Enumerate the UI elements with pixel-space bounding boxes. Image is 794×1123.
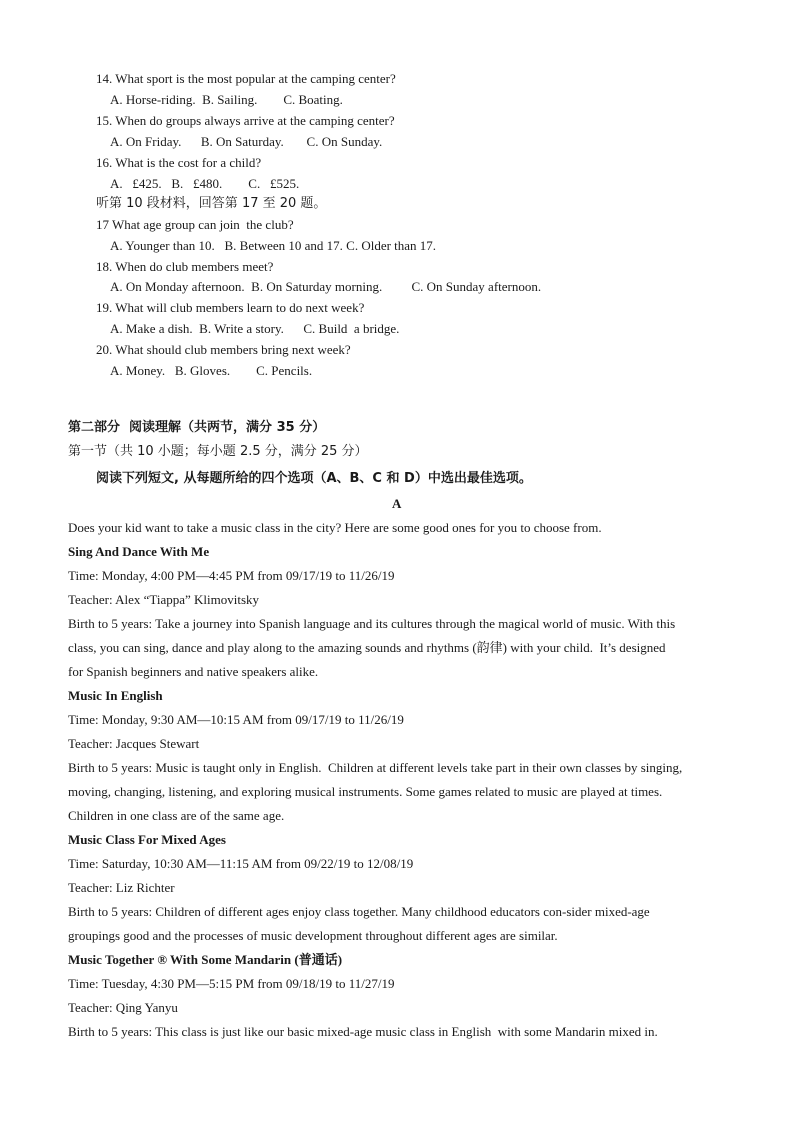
class-1-time: Time: Monday, 4:00 PM—4:45 PM from 09/17/19 to 11/26/19: [68, 568, 395, 583]
class-3-title: Music Class For Mixed Ages: [68, 832, 226, 847]
question-14-options: A. Horse-riding. B. Sailing. C. Boating.: [110, 92, 343, 107]
question-18-options: A. On Monday afternoon. B. On Saturday morning. C. On Sunday afternoon.: [110, 279, 542, 294]
class-1-description-line-2: class, you can sing, dance and play along to the amazing sounds and rhythms (韵律) with your child. It’s designed: [68, 640, 666, 655]
class-2-title: Music In English: [68, 688, 163, 703]
class-3-time: Time: Saturday, 10:30 AM—11:15 AM from 09/22/19 to 12/08/19: [68, 856, 414, 871]
class-1-description-line-1: Birth to 5 years: Take a journey into Spanish language and its cultures through the magical world of music. With this: [68, 616, 676, 631]
section-1-heading: 第一节（共 10 小题；每小题 2.5 分，满分 25 分）: [68, 444, 368, 459]
class-3-description-line-1: Birth to 5 years: Children of different ages enjoy class together. Many childhood educators con-sider mixed-age: [68, 904, 650, 919]
class-4-title: Music Together ® With Some Mandarin (普通话): [68, 952, 343, 967]
class-1-description-line-3: for Spanish beginners and native speakers alike.: [68, 664, 319, 679]
question-19-options: A. Make a dish. B. Write a story. C. Build a bridge.: [110, 321, 400, 336]
question-16-options: A. £425. B. £480. C. £525.: [110, 176, 300, 191]
question-20: 20. What should club members bring next week?: [96, 342, 351, 357]
passage-intro: Does your kid want to take a music class in the city? Here are some good ones for you to choose from.: [68, 520, 602, 535]
reading-instruction: 阅读下列短文, 从每题所给的四个选项（A、B、C 和 D）中选出最佳选项。: [96, 471, 532, 486]
class-1-title: Sing And Dance With Me: [68, 544, 210, 559]
question-19: 19. What will club members learn to do next week?: [96, 300, 365, 315]
class-4-teacher: Teacher: Qing Yanyu: [68, 1000, 178, 1015]
class-4-time: Time: Tuesday, 4:30 PM—5:15 PM from 09/18/19 to 11/27/19: [68, 976, 395, 991]
passage-label: A: [392, 496, 402, 511]
class-1-teacher: Teacher: Alex “Tiappa” Klimovitsky: [68, 592, 260, 607]
part-2-heading: 第二部分 阅读理解（共两节，满分 35 分）: [68, 420, 326, 435]
question-20-options: A. Money. B. Gloves. C. Pencils.: [110, 363, 313, 378]
question-17: 17 What age group can join the club?: [96, 217, 294, 232]
class-3-teacher: Teacher: Liz Richter: [68, 880, 175, 895]
class-3-description-line-2: groupings good and the processes of music development throughout different ages are similar.: [68, 928, 558, 943]
question-15: 15. When do groups always arrive at the camping center?: [96, 113, 395, 128]
class-2-description-line-3: Children in one class are of the same age.: [68, 808, 285, 823]
class-2-time: Time: Monday, 9:30 AM—10:15 AM from 09/17/19 to 11/26/19: [68, 712, 404, 727]
question-17-options: A. Younger than 10. B. Between 10 and 17. C. Older than 17.: [110, 238, 437, 253]
class-2-description-line-1: Birth to 5 years: Music is taught only in English. Children at different levels take part in their own classes by singing,: [68, 760, 683, 775]
question-15-options: A. On Friday. B. On Saturday. C. On Sunday.: [110, 134, 383, 149]
question-16: 16. What is the cost for a child?: [96, 155, 262, 170]
question-18: 18. When do club members meet?: [96, 259, 274, 274]
section-10-instruction: 听第 10 段材料，回答第 17 至 20 题。: [96, 196, 327, 211]
class-2-description-line-2: moving, changing, listening, and exploring musical instruments. Some games related to music are played at times.: [68, 784, 663, 799]
class-4-description-line-1: Birth to 5 years: This class is just like our basic mixed-age music class in English with some Mandarin mixed in.: [68, 1024, 658, 1039]
question-14: 14. What sport is the most popular at the camping center?: [96, 71, 396, 86]
class-2-teacher: Teacher: Jacques Stewart: [68, 736, 200, 751]
